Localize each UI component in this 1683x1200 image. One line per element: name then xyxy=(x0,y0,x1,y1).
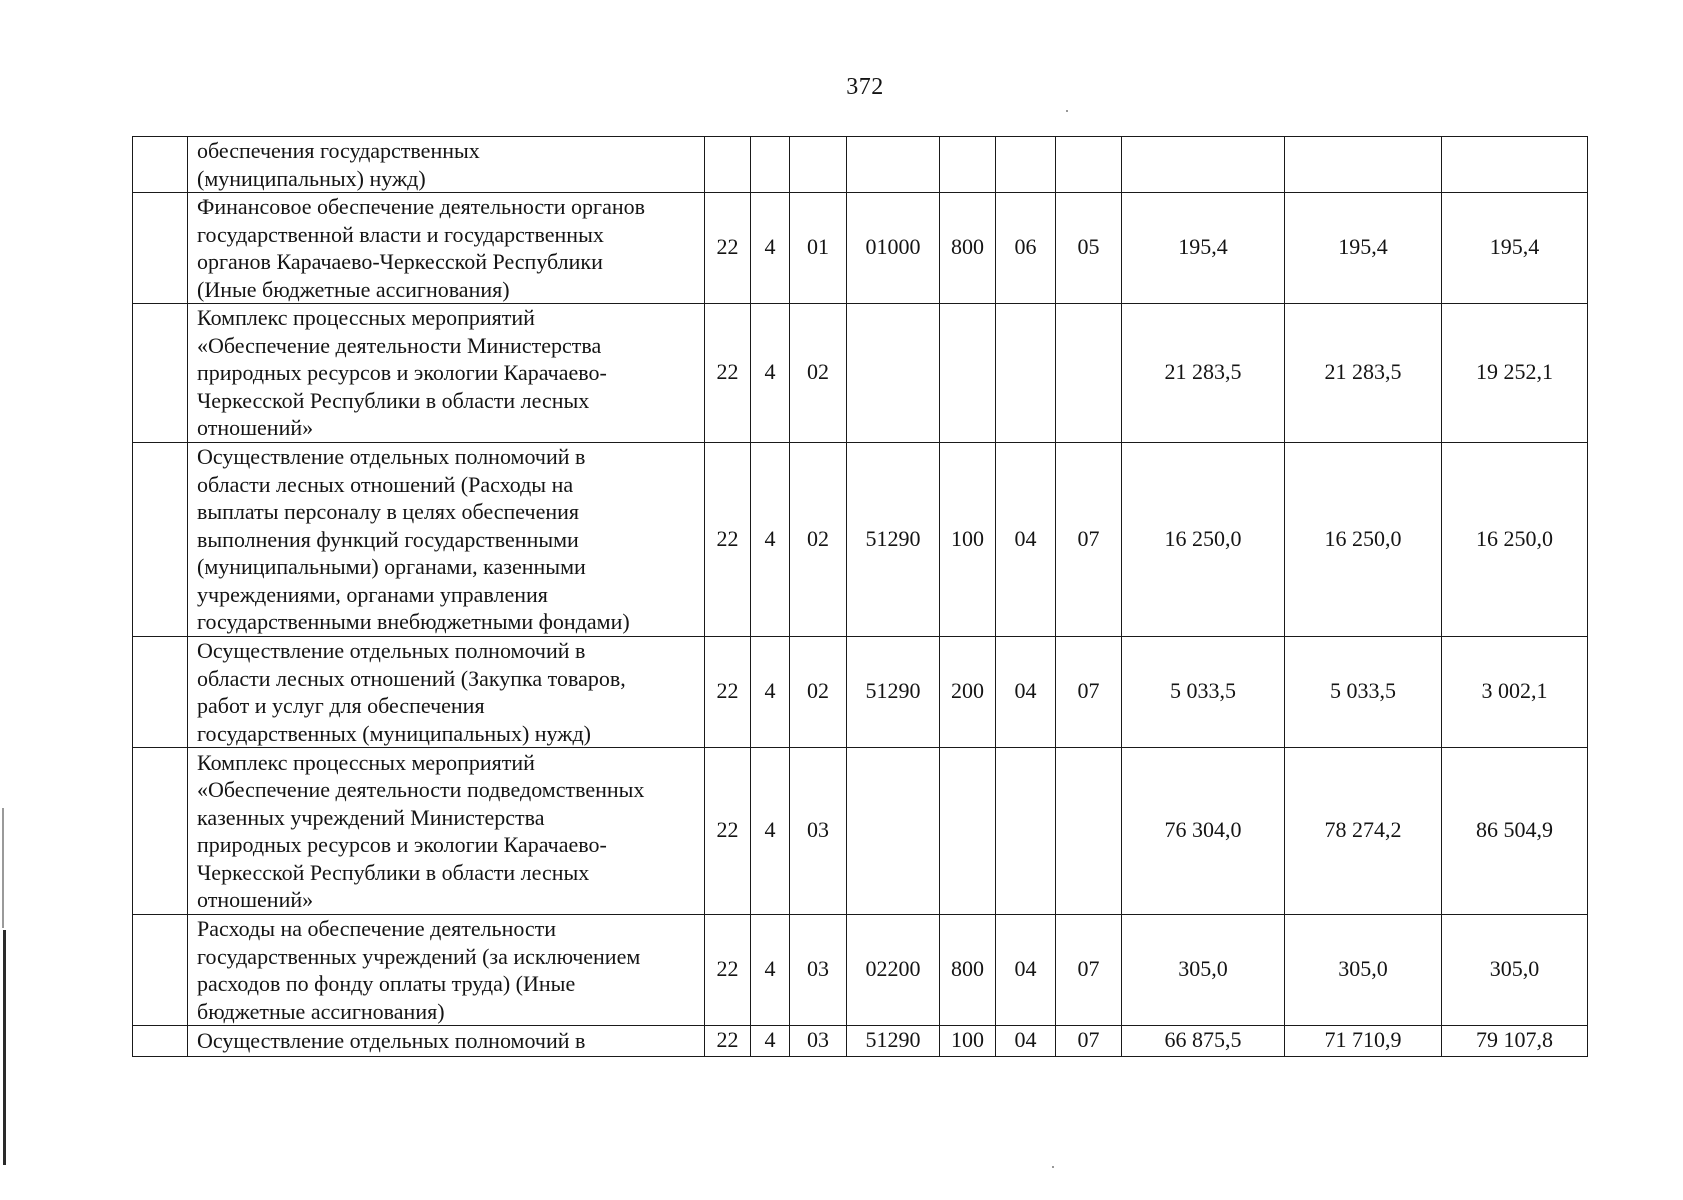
description-cell: Комплекс процессных мероприятий «Обеспечение деятельности Министерства природных ресурсов и экологии Карачаево- Черкесской Республики в области лесных отношений» xyxy=(188,304,705,443)
table-row xyxy=(133,137,1588,193)
code-cell: 07 xyxy=(1056,637,1122,748)
code-cell: 04 xyxy=(996,443,1056,637)
amount-cell: 195,4 xyxy=(1285,193,1442,304)
code-cell: 800 xyxy=(940,915,996,1026)
page-number: 372 xyxy=(846,74,884,100)
amount-cell xyxy=(1442,137,1588,193)
code-cell: 02 xyxy=(790,443,847,637)
code-cell: 04 xyxy=(996,1026,1056,1057)
code-cell: 02 xyxy=(790,304,847,443)
amount-cell: 305,0 xyxy=(1122,915,1285,1026)
amount-cell: 78 274,2 xyxy=(1285,748,1442,915)
code-cell: 4 xyxy=(751,915,790,1026)
table-row xyxy=(133,915,1588,1026)
code-cell: 800 xyxy=(940,193,996,304)
code-cell: 07 xyxy=(1056,443,1122,637)
code-cell: 22 xyxy=(705,637,751,748)
description-cell: обеспечения государственных (муниципальных) нужд) xyxy=(188,137,705,193)
amount-cell: 79 107,8 xyxy=(1442,1026,1588,1057)
code-cell: 07 xyxy=(1056,915,1122,1026)
code-cell xyxy=(940,304,996,443)
code-cell: 02200 xyxy=(847,915,940,1026)
amount-cell: 16 250,0 xyxy=(1285,443,1442,637)
code-cell: 22 xyxy=(705,304,751,443)
code-cell: 4 xyxy=(751,193,790,304)
index-cell xyxy=(133,637,188,748)
code-cell: 100 xyxy=(940,443,996,637)
code-cell: 02 xyxy=(790,637,847,748)
code-cell: 05 xyxy=(1056,193,1122,304)
index-cell xyxy=(133,443,188,637)
amount-cell: 3 002,1 xyxy=(1442,637,1588,748)
code-cell: 200 xyxy=(940,637,996,748)
code-cell xyxy=(1056,748,1122,915)
code-cell: 06 xyxy=(996,193,1056,304)
amount-cell: 305,0 xyxy=(1285,915,1442,1026)
code-cell: 4 xyxy=(751,637,790,748)
code-cell: 22 xyxy=(705,443,751,637)
amount-cell xyxy=(1285,137,1442,193)
table-row xyxy=(133,443,1588,637)
code-cell: 03 xyxy=(790,1026,847,1057)
index-cell xyxy=(133,748,188,915)
code-cell: 22 xyxy=(705,915,751,1026)
code-cell xyxy=(751,137,790,193)
amount-cell: 195,4 xyxy=(1442,193,1588,304)
index-cell xyxy=(133,137,188,193)
code-cell xyxy=(790,137,847,193)
code-cell: 4 xyxy=(751,748,790,915)
code-cell: 51290 xyxy=(847,1026,940,1057)
scan-edge-mark xyxy=(2,808,4,928)
code-cell xyxy=(996,304,1056,443)
scan-edge-mark xyxy=(3,930,6,1165)
amount-cell: 19 252,1 xyxy=(1442,304,1588,443)
index-cell xyxy=(133,915,188,1026)
amount-cell: 71 710,9 xyxy=(1285,1026,1442,1057)
code-cell xyxy=(940,748,996,915)
code-cell: 01 xyxy=(790,193,847,304)
amount-cell: 66 875,5 xyxy=(1122,1026,1285,1057)
code-cell: 04 xyxy=(996,637,1056,748)
amount-cell: 16 250,0 xyxy=(1442,443,1588,637)
code-cell: 4 xyxy=(751,304,790,443)
index-cell xyxy=(133,304,188,443)
code-cell xyxy=(1056,304,1122,443)
scan-speck xyxy=(1052,1166,1054,1168)
table-row xyxy=(133,637,1588,748)
table-row xyxy=(133,748,1588,915)
amount-cell: 195,4 xyxy=(1122,193,1285,304)
description-cell: Финансовое обеспечение деятельности органов государственной власти и государственных органов Карачаево-Черкесской Республики (Иные бюджетные ассигнования) xyxy=(188,193,705,304)
code-cell: 22 xyxy=(705,193,751,304)
amount-cell: 21 283,5 xyxy=(1122,304,1285,443)
code-cell: 51290 xyxy=(847,443,940,637)
code-cell: 01000 xyxy=(847,193,940,304)
amount-cell: 5 033,5 xyxy=(1122,637,1285,748)
code-cell xyxy=(847,748,940,915)
code-cell xyxy=(996,748,1056,915)
description-cell: Расходы на обеспечение деятельности государственных учреждений (за исключением расходов по фонду оплаты труда) (Иные бюджетные ассигнования) xyxy=(188,915,705,1026)
scan-speck xyxy=(1066,110,1068,112)
table-row xyxy=(133,193,1588,304)
amount-cell: 16 250,0 xyxy=(1122,443,1285,637)
amount-cell: 86 504,9 xyxy=(1442,748,1588,915)
description-cell: Осуществление отдельных полномочий в области лесных отношений (Расходы на выплаты персоналу в целях обеспечения выполнения функций государственными (муниципальными) органами, казенными учреждениями, органами управления государственными внебюджетными фондами) xyxy=(188,443,705,637)
code-cell xyxy=(996,137,1056,193)
code-cell: 07 xyxy=(1056,1026,1122,1057)
code-cell xyxy=(1056,137,1122,193)
code-cell: 4 xyxy=(751,443,790,637)
code-cell: 22 xyxy=(705,1026,751,1057)
code-cell: 03 xyxy=(790,748,847,915)
code-cell: 04 xyxy=(996,915,1056,1026)
amount-cell xyxy=(1122,137,1285,193)
code-cell: 4 xyxy=(751,1026,790,1057)
description-cell: Комплекс процессных мероприятий «Обеспечение деятельности подведомственных казенных учреждений Министерства природных ресурсов и экологии Карачаево- Черкесской Республики в области лесных отношений» xyxy=(188,748,705,915)
code-cell xyxy=(705,137,751,193)
code-cell: 51290 xyxy=(847,637,940,748)
description-cell: Осуществление отдельных полномочий в области лесных отношений (Закупка товаров, работ и услуг для обеспечения государственных (муниципальных) нужд) xyxy=(188,637,705,748)
code-cell xyxy=(847,304,940,443)
table-row xyxy=(133,1026,1588,1057)
amount-cell: 5 033,5 xyxy=(1285,637,1442,748)
code-cell xyxy=(847,137,940,193)
amount-cell: 76 304,0 xyxy=(1122,748,1285,915)
amount-cell: 305,0 xyxy=(1442,915,1588,1026)
index-cell xyxy=(133,193,188,304)
budget-table xyxy=(132,136,1588,1057)
code-cell: 100 xyxy=(940,1026,996,1057)
description-cell: Осуществление отдельных полномочий в xyxy=(188,1026,705,1057)
code-cell xyxy=(940,137,996,193)
code-cell: 03 xyxy=(790,915,847,1026)
amount-cell: 21 283,5 xyxy=(1285,304,1442,443)
index-cell xyxy=(133,1026,188,1057)
code-cell: 22 xyxy=(705,748,751,915)
table-row xyxy=(133,304,1588,443)
